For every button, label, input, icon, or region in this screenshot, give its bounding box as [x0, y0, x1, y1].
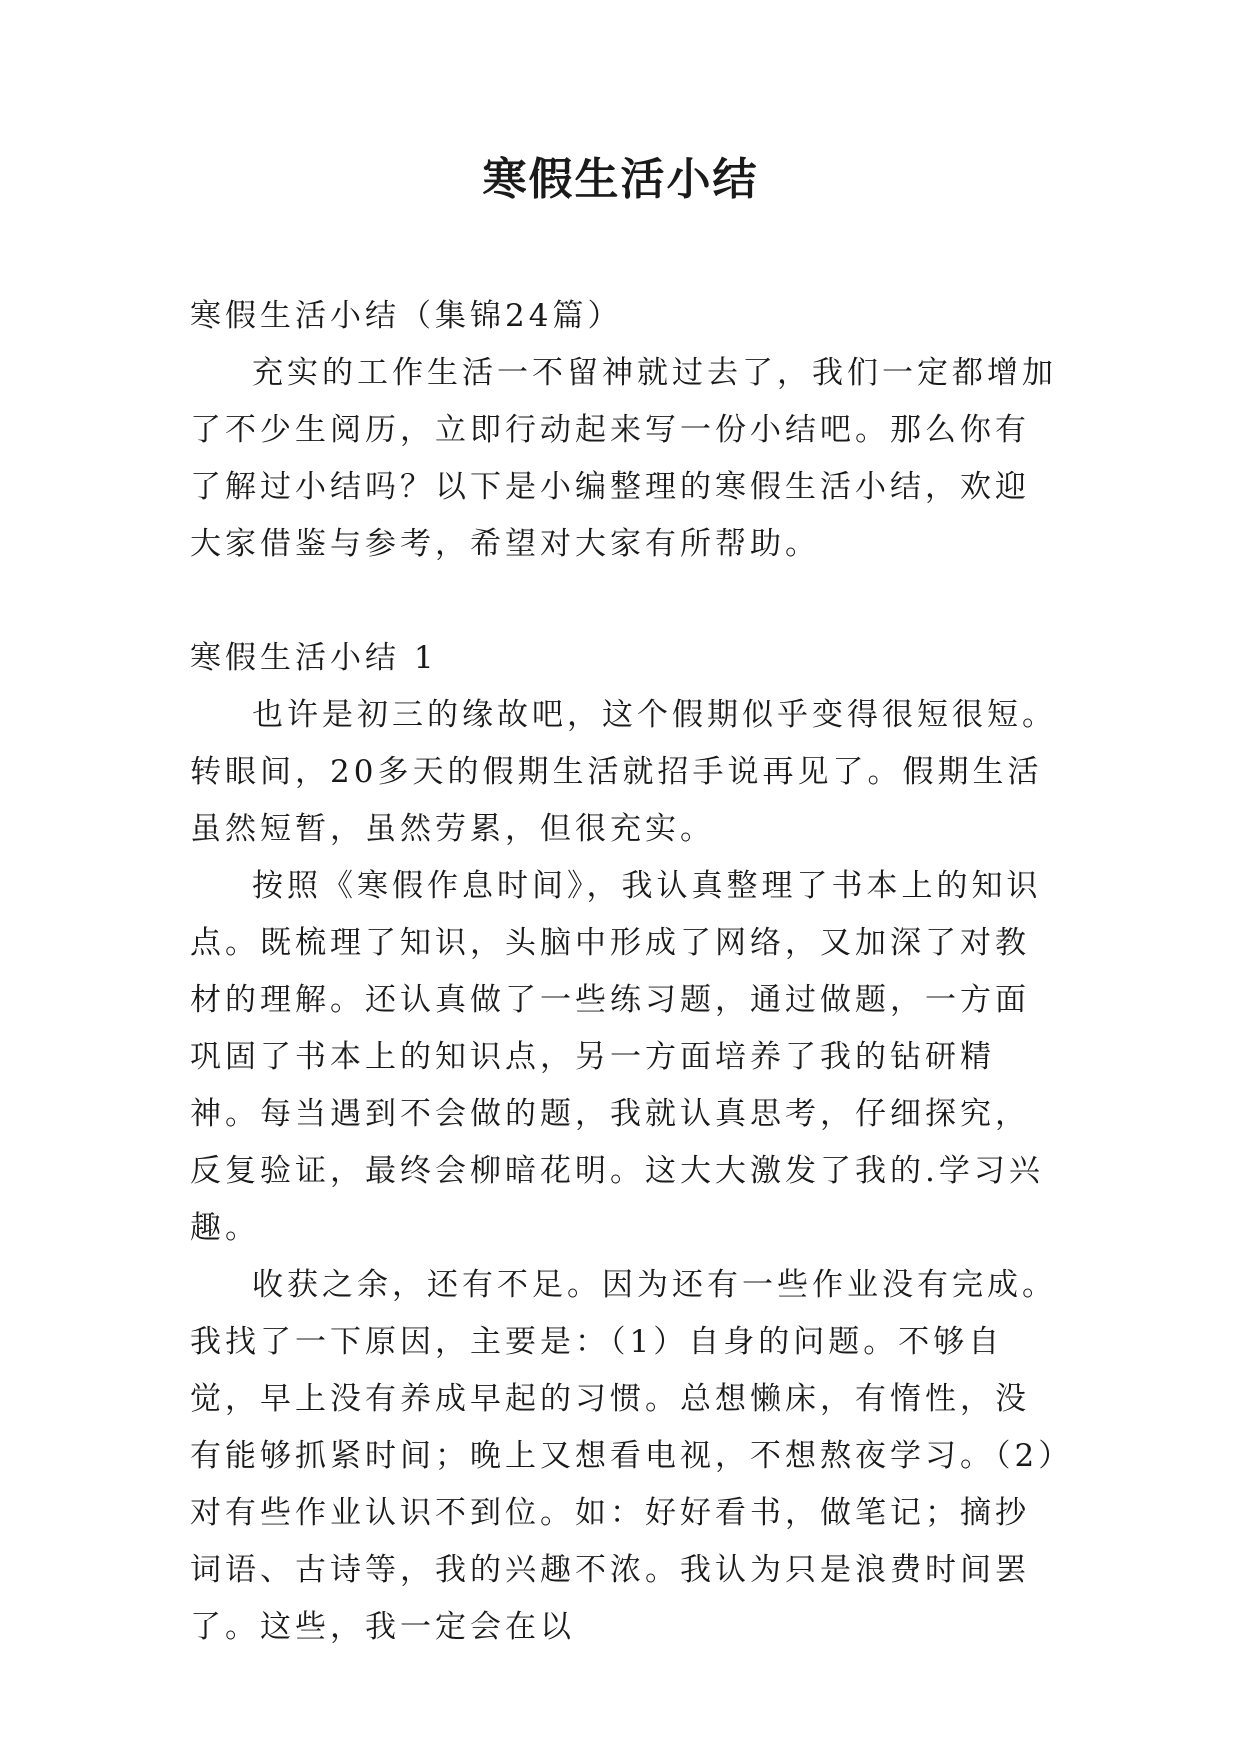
- document-title: 寒假生活小结: [482, 154, 759, 205]
- body-paragraph: 也许是初三的缘故吧，这个假期似乎变得很短很短。转眼间，20多天的假期生活就招手说再见了。假期生活虽然短暂，虽然劳累，但很充实。: [190, 697, 1057, 847]
- document-body: [190, 288, 1060, 1656]
- body-paragraph: 收获之余，还有不足。因为还有一些作业没有完成。我找了一下原因，主要是：（1）自身的问题。不够自觉，早上没有养成早起的习惯。总想懒床，有惰性，没有能够抓紧时间；晚上又想看电视，不想熬夜学习。（2）对有些作业认识不到位。如：好好看书，做笔记；摘抄词语、古诗等，我的兴趣不浓。我认为只是浪费时间罢了。这些，我一定会在以: [190, 1267, 1058, 1645]
- section-spacer: [190, 573, 1060, 630]
- section-heading: 寒假生活小结 1: [190, 640, 438, 676]
- intro-paragraph: 充实的工作生活一不留神就过去了，我们一定都增加了不少生阅历，立即行动起来写一份小结吧。那么你有了解过小结吗？以下是小编整理的寒假生活小结，欢迎大家借鉴与参考，希望对大家有所帮助。: [190, 355, 1057, 562]
- document-subtitle: 寒假生活小结（集锦24篇）: [190, 298, 623, 334]
- body-paragraph: 按照《寒假作息时间》，我认真整理了书本上的知识点。既梳理了知识，头脑中形成了网络，又加深了对教材的理解。还认真做了一些练习题，通过做题，一方面巩固了书本上的知识点，另一方面培养了我的钻研精神。每当遇到不会做的题，我就认真思考，仔细探究，反复验证，最终会柳暗花明。这大大激发了我的.学习兴趣。: [190, 868, 1044, 1246]
